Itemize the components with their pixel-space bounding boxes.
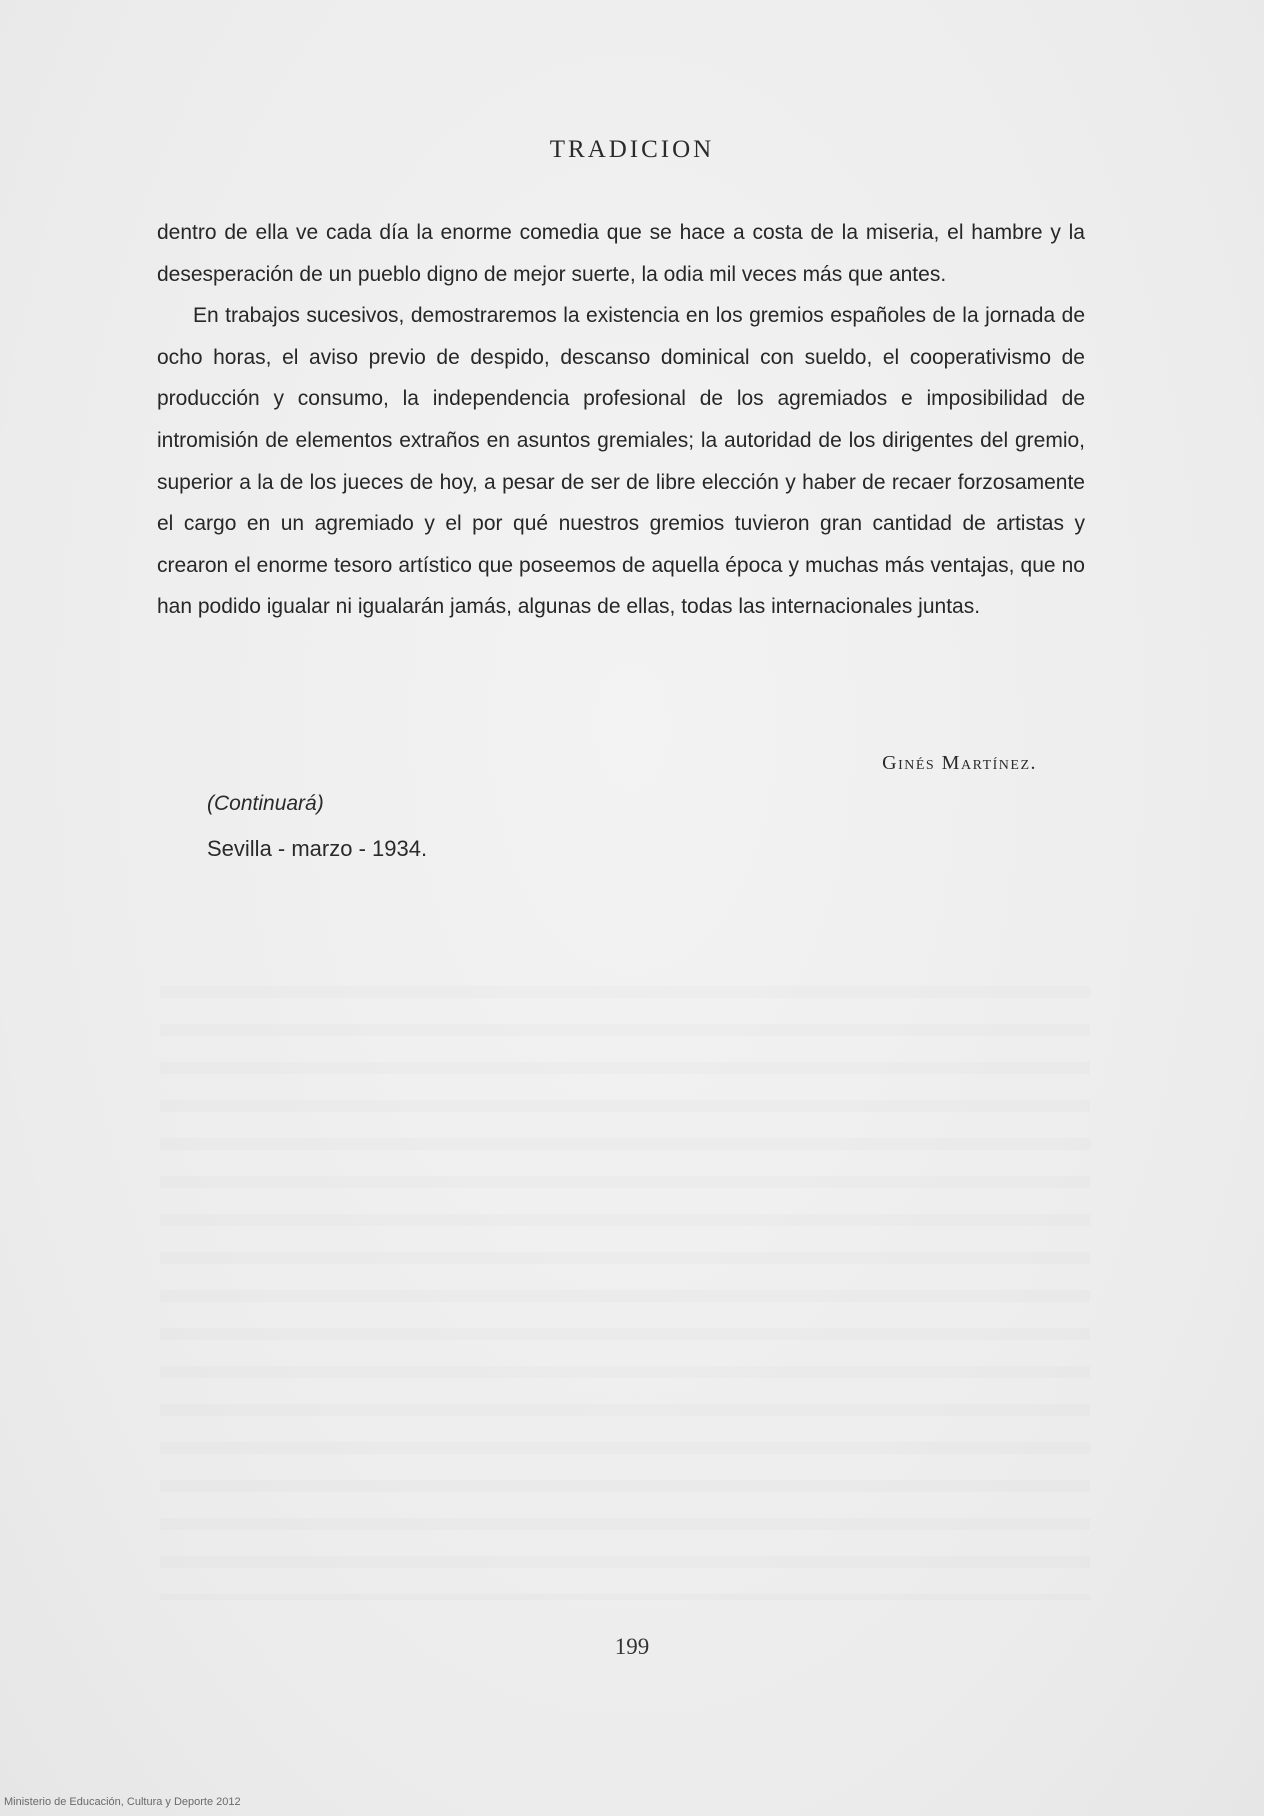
continuation-note: (Continuará) (207, 792, 324, 815)
article-body (157, 212, 1085, 628)
author-signature: Ginés Martínez. (882, 752, 1037, 774)
running-title: TRADICION (549, 136, 715, 163)
dateline: Sevilla - marzo - 1934. (207, 836, 428, 861)
page-number: 199 (614, 1634, 650, 1659)
footer-credit: Ministerio de Educación, Cultura y Deporte 2012 (4, 1796, 241, 1808)
show-through-texture (160, 960, 1090, 1600)
paragraph-continuation: dentro de ella ve cada día la enorme comedia que se hace a costa de la miseria, el hambre y la desesperación de un pueblo digno de mejor suerte, la odia mil veces más que antes. (157, 221, 1085, 286)
paragraph-main: En trabajos sucesivos, demostraremos la existencia en los gremios españoles de la jornada de ocho horas, el aviso previo de despido, descanso dominical con sueldo, el cooperativismo de producción y consumo, la independencia profesional de los agremiados e imposibilidad de intromisión de elementos extraños en asuntos gremiales; la autoridad de los dirigentes del gremio, superior a la de los jueces de hoy, a pesar de ser de libre elección y haber de recaer forzosamente el cargo en un agremiado y el por qué nuestros gremios tuvieron gran cantidad de artistas y crearon el enorme tesoro artístico que poseemos de aquella época y muchas más ventajas, que no han podido igualar ni igualarán jamás, algunas de ellas, todas las internacionales juntas. (157, 304, 1085, 619)
